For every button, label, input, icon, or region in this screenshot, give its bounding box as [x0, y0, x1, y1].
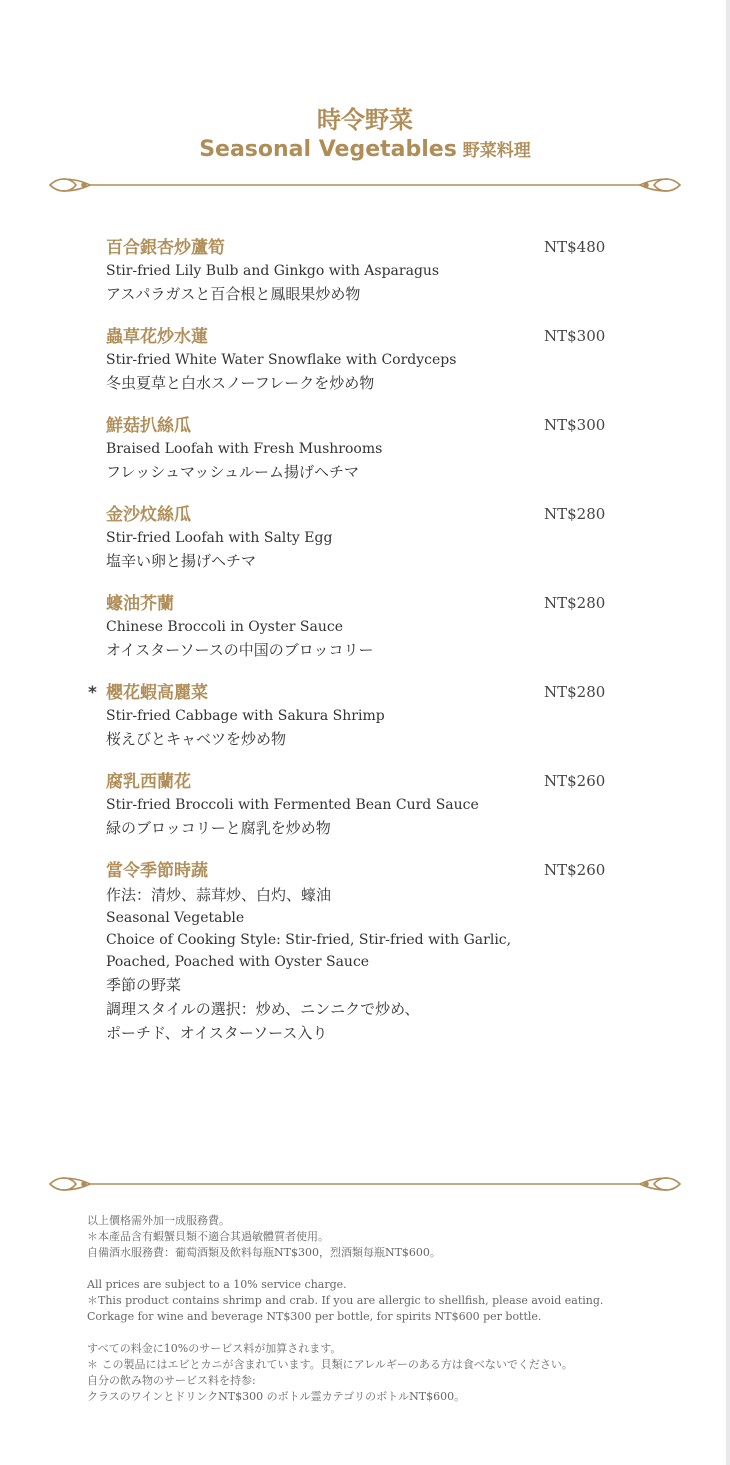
allergen-star: * [88, 683, 97, 703]
dish-price: NT$480 [544, 238, 606, 256]
dish-price: NT$260 [544, 772, 606, 790]
notes-block [87, 1213, 687, 1261]
menu-item [106, 859, 626, 1045]
dish-name-zh-text: 蟲草花炒水蓮 [106, 327, 208, 347]
dish-price: NT$280 [544, 505, 606, 523]
note-line: ＊本產品含有蝦蟹貝類不適合其過敏體質者使用。 [87, 1230, 329, 1243]
note-line: ＊ この製品にはエビとカニが含まれています。貝類にアレルギーのある方は食べないでください。 [87, 1358, 573, 1371]
dish-name-jp: 緑のブロッコリーと腐乳を炒め物 [106, 819, 331, 837]
menu-item [106, 770, 626, 840]
dish-name-jp: オイスターソースの中国のブロッコリー [106, 641, 374, 659]
menu-item [106, 592, 626, 662]
menu-item [106, 414, 626, 484]
dish-price: NT$300 [544, 416, 606, 434]
dish-price: NT$260 [544, 861, 606, 879]
dish-name-jp: ポーチド、オイスターソース入り [106, 1024, 328, 1042]
dish-name-zh-text: 鮮菇扒絲瓜 [106, 416, 191, 436]
page-title: 時令野菜 [317, 106, 413, 134]
dish-name-zh-text: 櫻花蝦高麗菜 [106, 683, 208, 703]
menu-list [88, 236, 626, 1064]
notes-block [87, 1341, 687, 1405]
dish-name-jp: 季節の野菜 [106, 976, 182, 994]
dish-name-jp: 桜えびとキャベツを炒め物 [106, 730, 287, 748]
dish-name-en: Poached, Poached with Oyster Sauce [106, 954, 370, 970]
dish-name-zh-text: 百合銀杏炒蘆筍 [106, 238, 225, 258]
dish-name-jp: 調理スタイルの選択：炒め、ニンニクで炒め、 [106, 1000, 420, 1018]
dish-name-zh-text: 蠔油芥蘭 [106, 594, 174, 614]
dish-name-en: Stir-fried White Water Snowflake with Cordyceps [106, 352, 457, 368]
dish-name-en: Stir-fried Loofah with Salty Egg [106, 530, 333, 546]
dish-name-en: Braised Loofah with Fresh Mushrooms [106, 441, 383, 457]
note-line: すべての料金に10%のサービス料が加算されます。 [87, 1342, 342, 1355]
dish-name-en: Stir-fried Cabbage with Sakura Shrimp [106, 708, 385, 724]
ornament-divider-bottom [48, 1174, 682, 1194]
dish-name-zh-text: 腐乳西蘭花 [106, 772, 191, 792]
page-subtitle [0, 136, 730, 162]
menu-item [106, 236, 626, 306]
note-line: 自分の飲み物のサービス料を持参: [87, 1374, 256, 1387]
note-line: ＊This product contains shrimp and crab. If you are allergic to shellfish, please avoid eating. [87, 1294, 604, 1307]
menu-item [88, 681, 626, 751]
dish-name-zh-text: 金沙炆絲瓜 [106, 505, 191, 525]
dish-name-en: Chinese Broccoli in Oyster Sauce [106, 619, 344, 635]
note-line: 以上價格需外加一成服務費。 [87, 1214, 230, 1227]
notes-block [87, 1277, 687, 1325]
note-line: Corkage for wine and beverage NT$300 per bottle, for spirits NT$600 per bottle. [87, 1310, 542, 1323]
dish-name-jp: 冬虫夏草と白水スノーフレークを炒め物 [106, 374, 375, 392]
dish-name-en: Stir-fried Lily Bulb and Ginkgo with Asparagus [106, 263, 440, 279]
ornament-divider-top [48, 175, 682, 195]
dish-detail-zh: 作法：清炒、蒜茸炒、白灼、蠔油 [106, 886, 332, 904]
note-line: 自備酒水服務費：葡萄酒類及飲料每瓶NT$300，烈酒類每瓶NT$600。 [87, 1246, 441, 1259]
menu-item [106, 325, 626, 395]
note-line: All prices are subject to a 10% service charge. [87, 1278, 347, 1291]
dish-price: NT$300 [544, 327, 606, 345]
subtitle-english: Seasonal Vegetables [199, 137, 457, 162]
dish-name-en: Choice of Cooking Style: Stir-fried, Stir-fried with Garlic, [106, 932, 512, 948]
dish-name-jp: 塩辛い卵と揚げヘチマ [106, 552, 257, 570]
dish-name-en: Seasonal Vegetable [106, 910, 245, 926]
dish-name-en: Stir-fried Broccoli with Fermented Bean Curd Sauce [106, 797, 479, 813]
subtitle-japanese: 野菜料理 [462, 141, 531, 161]
dish-name-jp: アスパラガスと百合根と鳳眼果炒め物 [106, 285, 361, 303]
dish-price: NT$280 [544, 683, 606, 701]
note-line: クラスのワインとドリンクNT$300 のボトル霊カテゴリのボトルNT$600。 [87, 1390, 466, 1403]
dish-name-zh-text: 當令季節時蔬 [106, 861, 208, 881]
dish-name-jp: フレッシュマッシュルーム揚げヘチマ [106, 463, 360, 481]
notes-section [87, 1213, 687, 1421]
page-edge [726, 0, 730, 1465]
menu-item [106, 503, 626, 573]
dish-price: NT$280 [544, 594, 606, 612]
